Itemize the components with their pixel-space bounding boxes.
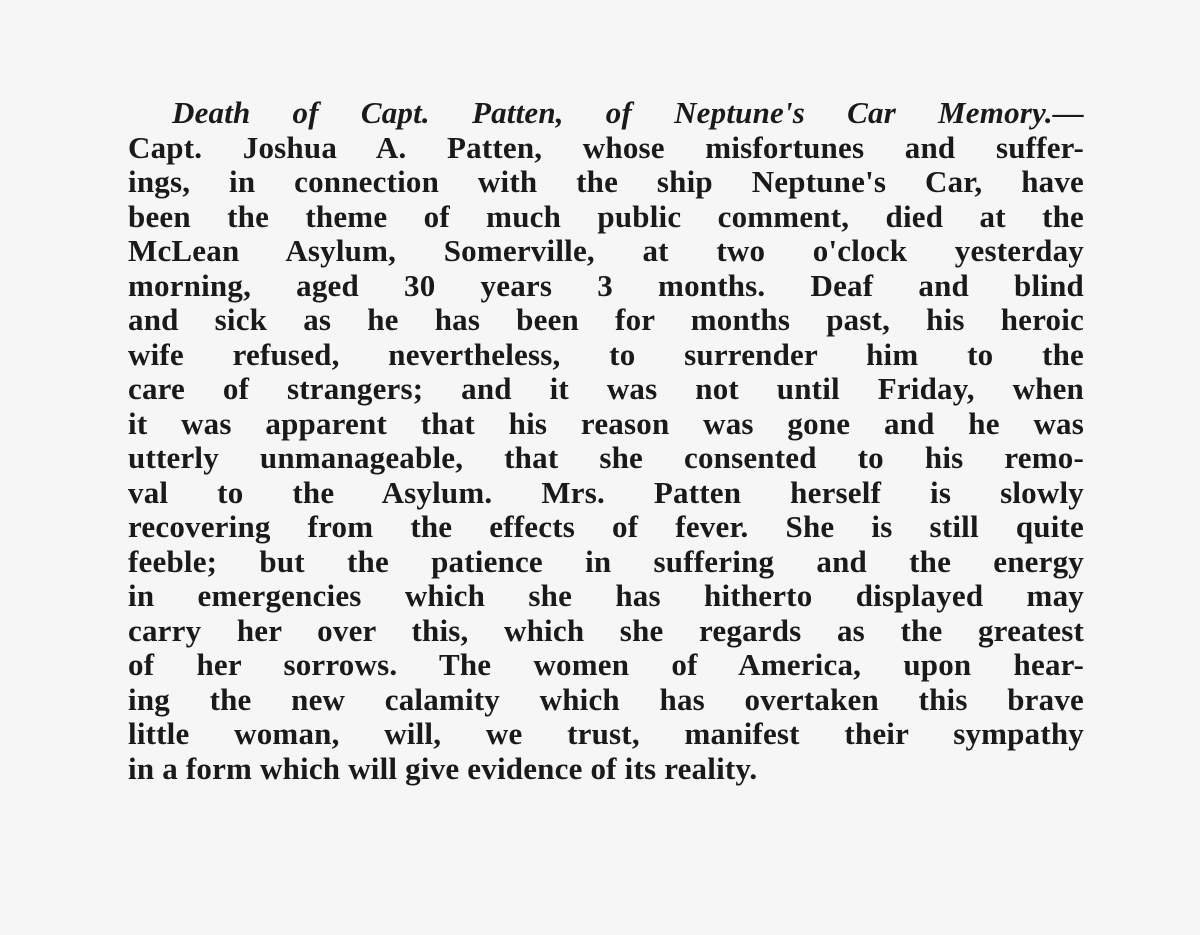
article-line: val to the Asylum. Mrs. Patten herself is slowly — [128, 474, 1084, 510]
article-line: care of strangers; and it was not until Friday, when — [128, 371, 1084, 406]
article-body — [128, 131, 1084, 787]
article-line: Capt. Joshua A. Patten, whose misfortunes and suffer- — [128, 129, 1084, 165]
newspaper-clipping — [128, 96, 1084, 786]
article-line: feeble; but the patience in suffering and the energy — [128, 543, 1084, 579]
article-headline: Death of Capt. Patten, of Neptune's Car Memory.— — [172, 95, 1084, 130]
article-line: McLean Asylum, Somerville, at two o'clock yesterday — [128, 233, 1084, 268]
article-line: ing the new calamity which has overtaken this brave — [128, 681, 1084, 717]
article-line: wife refused, nevertheless, to surrender him to the — [128, 336, 1084, 372]
article-line: little woman, will, we trust, manifest their sympathy — [128, 716, 1084, 751]
article-line: morning, aged 30 years 3 months. Deaf and blind — [128, 267, 1084, 303]
article-line: it was apparent that his reason was gone and he was — [128, 405, 1084, 441]
article-line: been the theme of much public comment, died at the — [128, 198, 1084, 234]
article-line: in a form which will give evidence of its reality. — [128, 750, 758, 786]
article-line: in emergencies which she has hitherto displayed may — [128, 578, 1084, 613]
article-line: of her sorrows. The women of America, upon hear- — [128, 647, 1084, 682]
article-line: and sick as he has been for months past, his heroic — [128, 302, 1084, 337]
article-line: utterly unmanageable, that she consented to his remo- — [128, 440, 1084, 475]
article-line: ings, in connection with the ship Neptune's Car, have — [128, 164, 1084, 199]
article-line: carry her over this, which she regards as the greatest — [128, 612, 1084, 648]
article-line: recovering from the effects of fever. She is still quite — [128, 509, 1084, 544]
